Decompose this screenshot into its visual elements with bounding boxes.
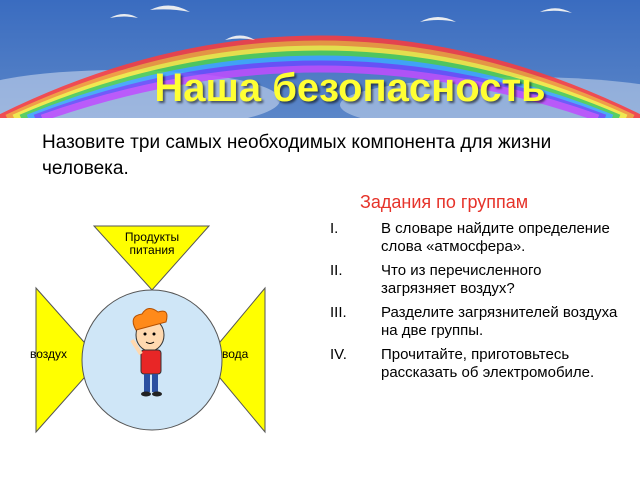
task-text: Разделите загрязнителей воздуха на две группы. [381, 304, 618, 339]
list-item [330, 262, 620, 298]
air-label: воздух [30, 347, 68, 361]
list-item [330, 304, 620, 340]
life-components-diagram [0, 200, 300, 455]
water-label: вода [222, 347, 249, 361]
list-item [330, 346, 620, 382]
question-text: Назовите три самых необходимых компонента для жизни человека. [42, 132, 552, 179]
task-text: Прочитайте, приготовьтесь рассказать об электромобиле. [381, 346, 595, 381]
task-number: IV. [330, 346, 347, 363]
groups-title: Задания по группам [360, 192, 529, 212]
food-label: Продукты питания [124, 230, 180, 257]
page-title: Наша безопасность [154, 66, 546, 110]
task-list [330, 220, 620, 388]
task-text: Что из перечисленного загрязняет воздух? [381, 262, 542, 297]
list-item [330, 220, 620, 256]
task-number: I. [330, 220, 339, 237]
task-text: В словаре найдите определение слова «атмосфера». [381, 220, 610, 255]
header-banner [0, 0, 640, 118]
task-number: III. [330, 304, 347, 321]
task-number: II. [330, 262, 343, 279]
